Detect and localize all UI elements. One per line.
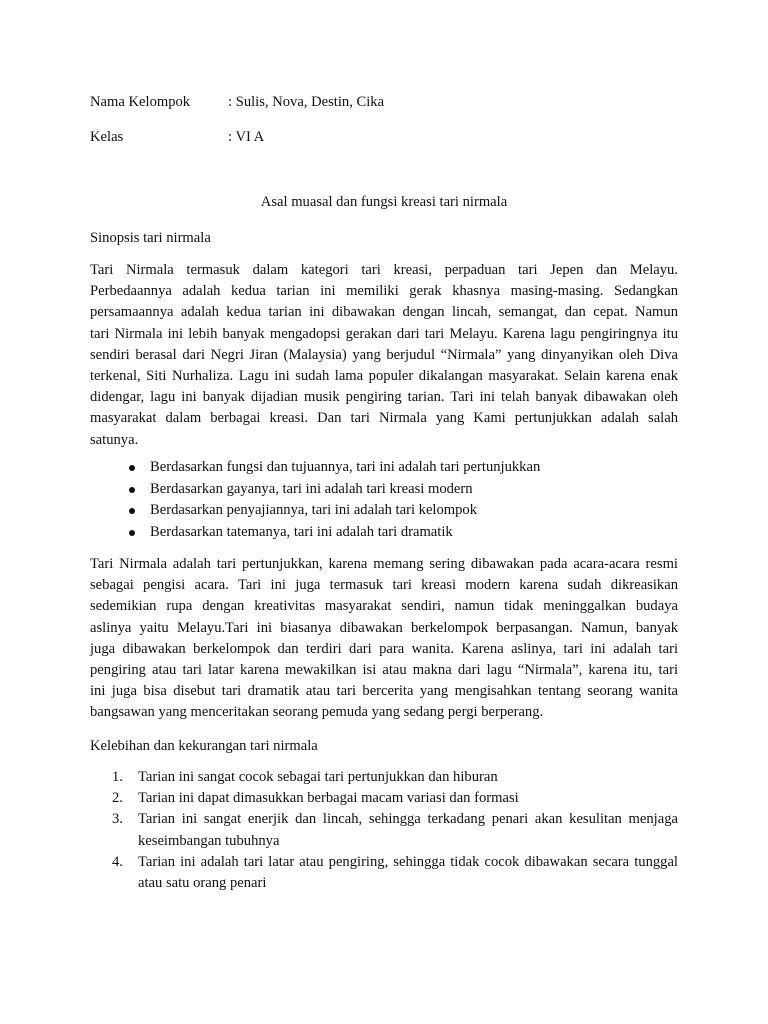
group-name-value: : Sulis, Nova, Destin, Cika bbox=[228, 94, 385, 110]
item-number: 3. bbox=[112, 811, 123, 828]
paragraph-line: terkenal, Siti Nurhaliza. Lagu ini sudah lama populer dikalangan masyarakat. Selain karena enak bbox=[90, 368, 678, 385]
paragraph-line: sedemikian rupa dengan kreativitas masyarakat sendiri, namun tidak meninggalkan budaya bbox=[90, 598, 678, 615]
numbered-item bbox=[112, 809, 678, 851]
paragraph-line: ini juga bisa disebut tari dramatik atau tari bercerita yang mengisahkan tentang seorang wanita bbox=[90, 683, 678, 700]
class-value: : VI A bbox=[228, 129, 265, 145]
paragraph-line: Perbedaannya adalah kedua tarian ini memiliki gerak khasnya masing-masing. Sedangkan bbox=[90, 283, 678, 300]
item-number: 2. bbox=[112, 790, 123, 807]
synopsis-heading: Sinopsis tari nirmala bbox=[90, 230, 211, 246]
item-text: Tarian ini dapat dimasukkan berbagai macam variasi dan formasi bbox=[138, 790, 519, 807]
bullet-text: Berdasarkan penyajiannya, tari ini adalah tari kelompok bbox=[150, 502, 478, 519]
paragraph-line: masyarakat dalam berbagai kreasi. Dan tari Nirmala yang Kami pertunjukkan adalah salah bbox=[90, 410, 678, 427]
explanation-paragraph bbox=[90, 554, 678, 724]
paragraph-line: satunya. bbox=[90, 431, 139, 448]
paragraph-line: sendiri berasal dari Negri Jiran (Malaysia) yang berjudul “Nirmala” yang dinyanyikan oleh Diva bbox=[90, 346, 678, 363]
synopsis-paragraph bbox=[90, 260, 678, 451]
item-text: Tarian ini sangat cocok sebagai tari pertunjukkan dan hiburan bbox=[138, 769, 498, 785]
paragraph-line: aslinya yaitu Melayu.Tari ini biasanya dibawakan berkelompok berpasangan. Namun, banyak bbox=[90, 619, 678, 636]
bullet-item bbox=[124, 457, 540, 479]
paragraph-line: pengiring atau tari latar karena mewakilkan isi atau makna dari lagu “Nirmala”, karena itu, tari bbox=[90, 662, 678, 679]
item-text: Tarian ini adalah tari latar atau pengiring, sehingga tidak cocok dibawakan secara tunggal bbox=[138, 853, 678, 870]
item-text: atau satu orang penari bbox=[138, 875, 267, 892]
class-label: Kelas bbox=[90, 129, 124, 145]
item-number: 1. bbox=[112, 769, 123, 785]
bullet-item bbox=[124, 500, 540, 522]
proscons-heading: Kelebihan dan kekurangan tari nirmala bbox=[90, 738, 318, 754]
paragraph-line: bangsawan yang menceritakan seorang pemuda yang sedang pergi berperang. bbox=[90, 704, 544, 721]
bullet-icon bbox=[129, 508, 135, 514]
bullet-text: Berdasarkan tatemanya, tari ini adalah tari dramatik bbox=[150, 523, 453, 540]
item-text: keseimbangan tubuhnya bbox=[138, 832, 280, 849]
paragraph-line: Tari Nirmala adalah tari pertunjukkan, karena memang sering dibawakan pada acara-acara resmi bbox=[90, 556, 678, 572]
numbered-item bbox=[112, 788, 678, 809]
paragraph-line: didengar, lagu ini banyak dijadian musik pengiring tarian. Tari ini telah banyak dibawakan oleh bbox=[90, 389, 678, 406]
classification-bullet-list bbox=[124, 457, 540, 543]
item-text: Tarian ini sangat enerjik dan lincah, sehingga terkadang penari akan kesulitan menjaga bbox=[138, 811, 678, 828]
proscons-numbered-list bbox=[112, 767, 678, 894]
paragraph-line: Tari Nirmala termasuk dalam kategori tari kreasi, perpaduan tari Jepen dan Melayu. bbox=[90, 262, 678, 278]
bullet-item bbox=[124, 522, 540, 544]
group-name-label: Nama Kelompok bbox=[90, 94, 191, 110]
bullet-icon bbox=[129, 530, 135, 536]
numbered-item bbox=[112, 852, 678, 894]
item-number: 4. bbox=[112, 853, 123, 870]
paragraph-line: juga dibawakan berkelompok dan terdiri dari para wanita. Karena aslinya, tari ini adalah tari bbox=[90, 640, 678, 657]
paragraph-line: sebagai pengisi acara. Tari ini juga termasuk tari kreasi modern karena sudah dikreasikan bbox=[90, 577, 678, 594]
bullet-item bbox=[124, 479, 540, 501]
bullet-icon bbox=[129, 465, 135, 471]
paragraph-line: tari Nirmala ini lebih banyak mengadopsi gerakan dari tari Melayu. Karena lagu pengiringnya itu bbox=[90, 325, 678, 342]
paragraph-line: persamaannya adalah kedua tarian ini dibawakan dengan lincah, semangat, dan cepat. Namun bbox=[90, 304, 678, 321]
bullet-text: Berdasarkan gayanya, tari ini adalah tari kreasi modern bbox=[150, 480, 473, 497]
document-title: Asal muasal dan fungsi kreasi tari nirmala bbox=[260, 194, 508, 210]
bullet-icon bbox=[129, 487, 135, 493]
numbered-item bbox=[112, 767, 678, 788]
bullet-text: Berdasarkan fungsi dan tujuannya, tari ini adalah tari pertunjukkan bbox=[150, 459, 541, 475]
